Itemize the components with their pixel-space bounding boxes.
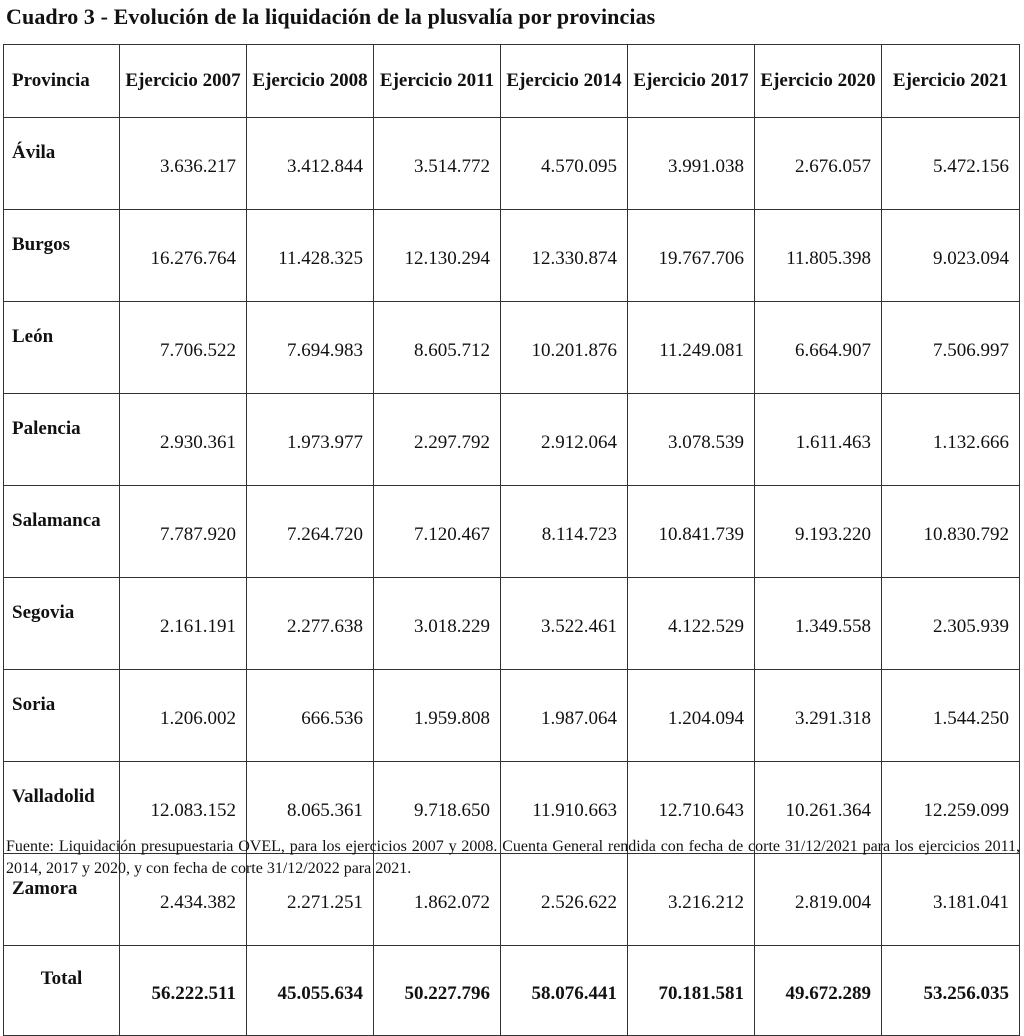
total-value-cell: 49.672.289 bbox=[755, 946, 882, 1036]
total-value-cell: 50.227.796 bbox=[374, 946, 501, 1036]
table-row bbox=[4, 394, 1020, 486]
province-cell: León bbox=[4, 302, 120, 394]
value-cell: 7.694.983 bbox=[247, 302, 374, 394]
total-value-cell: 56.222.511 bbox=[120, 946, 247, 1036]
total-row bbox=[4, 946, 1020, 1036]
value-cell: 2.526.622 bbox=[501, 854, 628, 946]
value-cell: 2.676.057 bbox=[755, 118, 882, 210]
value-cell: 1.206.002 bbox=[120, 670, 247, 762]
value-cell: 9.023.094 bbox=[882, 210, 1020, 302]
value-cell: 3.514.772 bbox=[374, 118, 501, 210]
value-cell: 7.120.467 bbox=[374, 486, 501, 578]
value-cell: 10.830.792 bbox=[882, 486, 1020, 578]
column-header: Ejercicio 2008 bbox=[247, 45, 374, 118]
value-cell: 1.132.666 bbox=[882, 394, 1020, 486]
value-cell: 11.428.325 bbox=[247, 210, 374, 302]
province-cell: Soria bbox=[4, 670, 120, 762]
value-cell: 3.636.217 bbox=[120, 118, 247, 210]
province-cell: Zamora bbox=[4, 854, 120, 946]
value-cell: 12.259.099 bbox=[882, 762, 1020, 854]
value-cell: 8.605.712 bbox=[374, 302, 501, 394]
column-header: Ejercicio 2014 bbox=[501, 45, 628, 118]
source-footnote: Fuente: Liquidación presupuestaria OVEL, para los ejercicios 2007 y 2008. Cuenta General rendida con fecha de corte 31/12/2021 para los ejercicios 2011, 2014, 2017 y 2020, y con fecha de corte 31/12/2022 para 2021. bbox=[6, 838, 1020, 877]
value-cell: 2.434.382 bbox=[120, 854, 247, 946]
province-cell: Valladolid bbox=[4, 762, 120, 854]
value-cell: 2.305.939 bbox=[882, 578, 1020, 670]
value-cell: 8.065.361 bbox=[247, 762, 374, 854]
value-cell: 3.018.229 bbox=[374, 578, 501, 670]
value-cell: 1.862.072 bbox=[374, 854, 501, 946]
column-header: Ejercicio 2011 bbox=[374, 45, 501, 118]
value-cell: 3.181.041 bbox=[882, 854, 1020, 946]
table-row bbox=[4, 302, 1020, 394]
total-value-cell: 45.055.634 bbox=[247, 946, 374, 1036]
value-cell: 4.570.095 bbox=[501, 118, 628, 210]
value-cell: 7.264.720 bbox=[247, 486, 374, 578]
value-cell: 2.930.361 bbox=[120, 394, 247, 486]
value-cell: 1.204.094 bbox=[628, 670, 755, 762]
value-cell: 666.536 bbox=[247, 670, 374, 762]
value-cell: 3.412.844 bbox=[247, 118, 374, 210]
value-cell: 12.710.643 bbox=[628, 762, 755, 854]
value-cell: 9.718.650 bbox=[374, 762, 501, 854]
value-cell: 2.271.251 bbox=[247, 854, 374, 946]
column-header: Ejercicio 2007 bbox=[120, 45, 247, 118]
value-cell: 9.193.220 bbox=[755, 486, 882, 578]
value-cell: 2.161.191 bbox=[120, 578, 247, 670]
value-cell: 2.819.004 bbox=[755, 854, 882, 946]
value-cell: 4.122.529 bbox=[628, 578, 755, 670]
value-cell: 7.787.920 bbox=[120, 486, 247, 578]
value-cell: 10.841.739 bbox=[628, 486, 755, 578]
column-header: Ejercicio 2017 bbox=[628, 45, 755, 118]
province-cell: Burgos bbox=[4, 210, 120, 302]
total-value-cell: 53.256.035 bbox=[882, 946, 1020, 1036]
table-title: Cuadro 3 - Evolución de la liquidación de la plusvalía por provincias bbox=[6, 4, 656, 29]
value-cell: 1.544.250 bbox=[882, 670, 1020, 762]
table-row bbox=[4, 578, 1020, 670]
table-row bbox=[4, 118, 1020, 210]
value-cell: 7.706.522 bbox=[120, 302, 247, 394]
value-cell: 3.216.212 bbox=[628, 854, 755, 946]
value-cell: 1.959.808 bbox=[374, 670, 501, 762]
total-value-cell: 70.181.581 bbox=[628, 946, 755, 1036]
value-cell: 2.277.638 bbox=[247, 578, 374, 670]
value-cell: 12.330.874 bbox=[501, 210, 628, 302]
value-cell: 12.083.152 bbox=[120, 762, 247, 854]
province-cell: Segovia bbox=[4, 578, 120, 670]
value-cell: 3.522.461 bbox=[501, 578, 628, 670]
province-cell: Ávila bbox=[4, 118, 120, 210]
value-cell: 11.805.398 bbox=[755, 210, 882, 302]
value-cell: 12.130.294 bbox=[374, 210, 501, 302]
table-row bbox=[4, 210, 1020, 302]
value-cell: 2.912.064 bbox=[501, 394, 628, 486]
plusvalia-table bbox=[3, 44, 1020, 1036]
value-cell: 10.261.364 bbox=[755, 762, 882, 854]
province-cell: Palencia bbox=[4, 394, 120, 486]
table-row bbox=[4, 670, 1020, 762]
value-cell: 1.349.558 bbox=[755, 578, 882, 670]
province-cell: Salamanca bbox=[4, 486, 120, 578]
value-cell: 6.664.907 bbox=[755, 302, 882, 394]
value-cell: 5.472.156 bbox=[882, 118, 1020, 210]
table-body bbox=[4, 118, 1020, 1036]
table-row bbox=[4, 486, 1020, 578]
value-cell: 3.291.318 bbox=[755, 670, 882, 762]
column-header: Ejercicio 2021 bbox=[882, 45, 1020, 118]
value-cell: 19.767.706 bbox=[628, 210, 755, 302]
value-cell: 11.910.663 bbox=[501, 762, 628, 854]
value-cell: 10.201.876 bbox=[501, 302, 628, 394]
value-cell: 7.506.997 bbox=[882, 302, 1020, 394]
value-cell: 1.973.977 bbox=[247, 394, 374, 486]
value-cell: 16.276.764 bbox=[120, 210, 247, 302]
total-label: Total bbox=[4, 946, 120, 1036]
value-cell: 1.611.463 bbox=[755, 394, 882, 486]
value-cell: 8.114.723 bbox=[501, 486, 628, 578]
column-header: Ejercicio 2020 bbox=[755, 45, 882, 118]
header-row bbox=[4, 45, 1020, 118]
value-cell: 2.297.792 bbox=[374, 394, 501, 486]
value-cell: 1.987.064 bbox=[501, 670, 628, 762]
total-value-cell: 58.076.441 bbox=[501, 946, 628, 1036]
value-cell: 3.991.038 bbox=[628, 118, 755, 210]
value-cell: 3.078.539 bbox=[628, 394, 755, 486]
column-header: Provincia bbox=[4, 45, 120, 118]
value-cell: 11.249.081 bbox=[628, 302, 755, 394]
